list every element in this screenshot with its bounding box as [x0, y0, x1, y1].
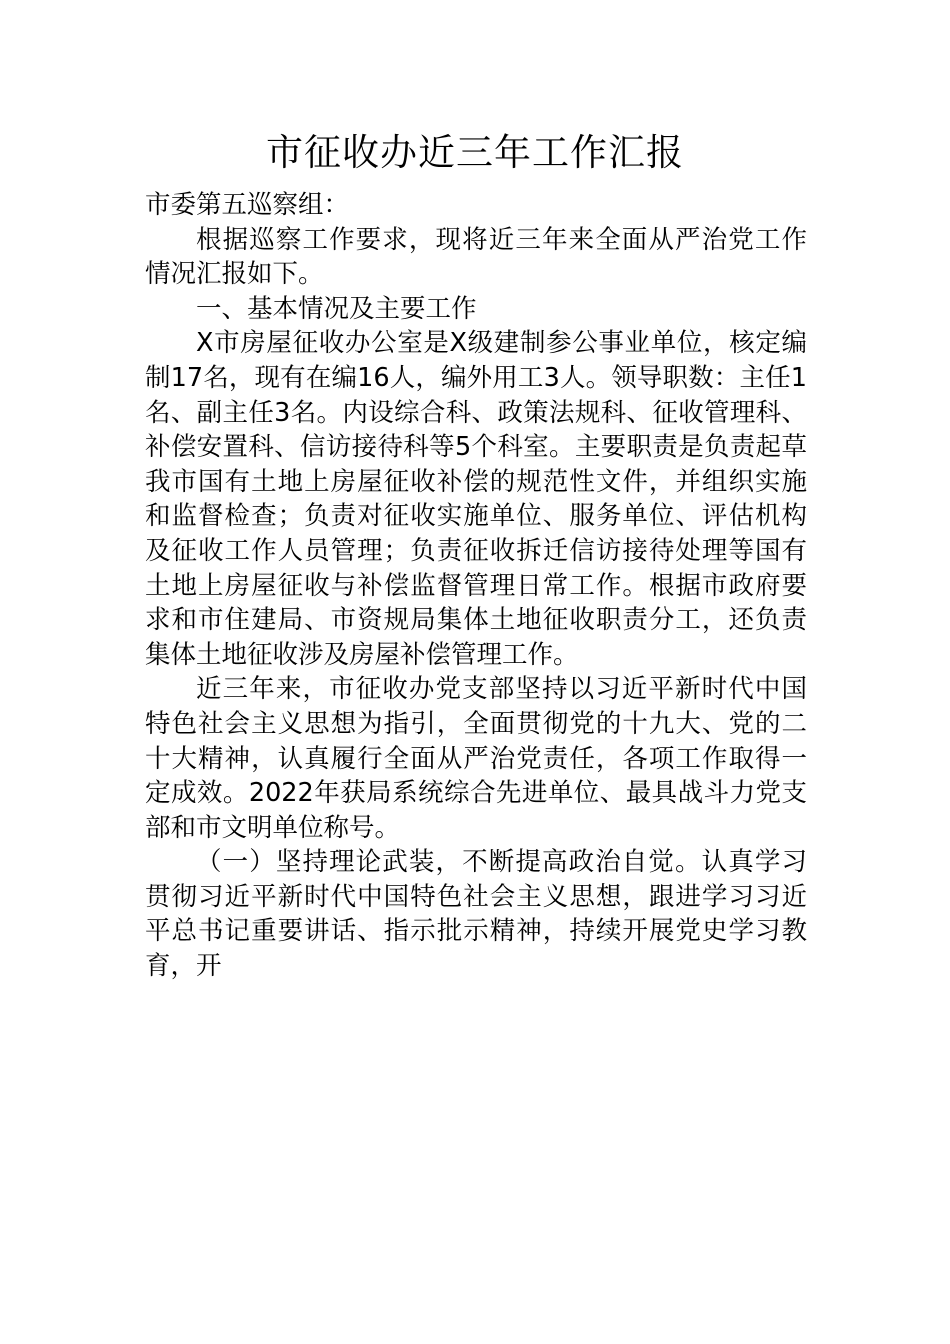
- paragraph-theory: （一）坚持理论武装，不断提高政治自觉。认真学习贯彻习近平新时代中国特色社会主义思想，跟进学习习近平总书记重要讲话、指示批示精神，持续开展党史学习教育，开: [145, 847, 807, 982]
- paragraph-achievements: 近三年来，市征收办党支部坚持以习近平新时代中国特色社会主义思想为指引，全面贯彻党的十九大、党的二十大精神，认真履行全面从严治党责任，各项工作取得一定成效。2022年获局系统综合先进单位、最具战斗力党支部和市文明单位称号。: [145, 674, 807, 843]
- paragraph-basic-info: X市房屋征收办公室是X级建制参公事业单位，核定编制17名，现有在编16人，编外用工3人。领导职数：主任1名、副主任3名。内设综合科、政策法规科、征收管理科、补偿安置科、信访接待科等5个科室。主要职责是负责起草我市国有土地上房屋征收补偿的规范性文件，并组织实施和监督检查；负责对征收实施单位、服务单位、评估机构及征收工作人员管理；负责征收拆迁信访接待处理等国有土地上房屋征收与补偿监督管理日常工作。根据市政府要求和市住建局、市资规局集体土地征收职责分工，还负责集体土地征收涉及房屋补偿管理工作。: [145, 328, 807, 670]
- document-title: 市征收办近三年工作汇报: [266, 131, 684, 174]
- section-heading-1: 一、基本情况及主要工作: [196, 293, 477, 324]
- document-body: [145, 188, 807, 984]
- salutation: 市委第五巡察组：: [145, 190, 350, 220]
- paragraph-intro: 根据巡察工作要求，现将近三年来全面从严治党工作情况汇报如下。: [145, 224, 807, 290]
